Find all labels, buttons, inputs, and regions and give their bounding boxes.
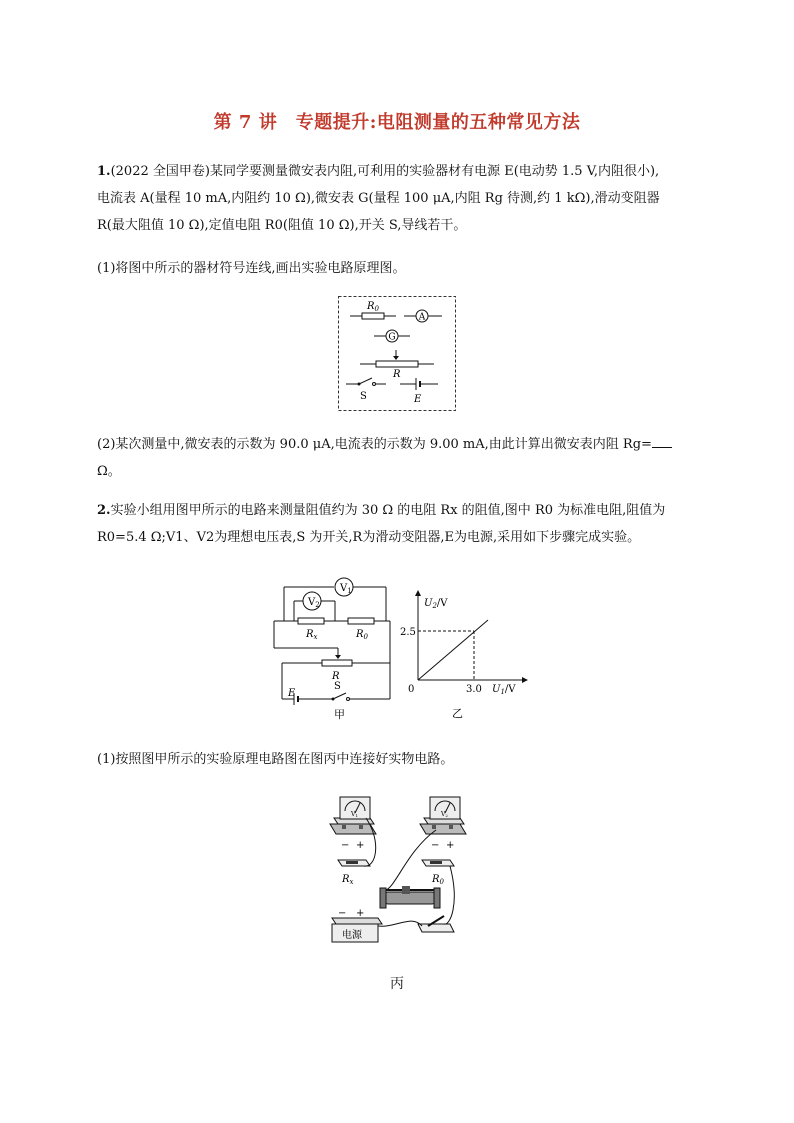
figure-dashed-border: [339, 297, 456, 411]
power-label: 电源: [342, 930, 362, 941]
switch-blade: [359, 378, 372, 384]
r0-label: $R_0$: [356, 629, 368, 641]
slider-arrow: [335, 655, 341, 659]
fig-yi-caption: 乙: [452, 707, 463, 720]
fig-yi-graph: [400, 586, 534, 722]
page-title: 第 7 讲 专题提升:电阻测量的五种常见方法: [213, 112, 581, 133]
switch-label: S: [334, 681, 341, 692]
meter2-terminal-pos: [449, 825, 453, 829]
answer-blank[interactable]: [652, 435, 672, 448]
fig-bing-caption: 丙: [390, 976, 404, 992]
switch-base: [418, 924, 454, 932]
q1-text-line2: 电流表 A(量程 10 mA,内阻约 10 Ω),微安表 G(量程 100 μA,内阻 Rg 待测,约 1 kΩ),滑动变阻器: [97, 191, 660, 206]
x-axis-arrow: [522, 677, 528, 683]
meter1-label: V1: [351, 811, 358, 818]
v2-label: $V_2$: [308, 597, 320, 609]
meter2-minus: −: [431, 840, 440, 851]
q2-text-line1: 实验小组用图甲所示的电路来测量阻值约为 30 Ω 的电阻 Rx 的阻值,图中 R0 为标准电阻,阻值为: [110, 503, 666, 518]
galvanometer-label: G: [388, 332, 396, 343]
q1-part2: [97, 431, 707, 458]
resistor-r0: [348, 618, 374, 624]
data-line: [418, 620, 488, 680]
rheostat-label: R: [393, 369, 401, 380]
fig-jia-caption: 甲: [334, 708, 345, 721]
x-axis-label: $U_1/V$: [492, 684, 516, 696]
switch-blade: [333, 693, 346, 699]
wire-3: [378, 921, 422, 926]
rx-element: [346, 861, 358, 864]
meter2-terminal-neg: [432, 825, 436, 829]
resistor-rx: [298, 618, 324, 624]
v1-label: $V_1$: [340, 583, 352, 595]
rheostat-end-right: [434, 888, 440, 908]
q1-number: 1.: [97, 164, 111, 179]
rx-label: $R_x$: [306, 629, 318, 641]
power-minus: −: [338, 908, 347, 919]
q1-part2-unit: Ω。: [97, 464, 121, 479]
meter1-terminal-neg: [342, 825, 346, 829]
r0-element: [430, 861, 442, 864]
fig-jia-circuit: [274, 575, 424, 721]
battery-label: E: [288, 688, 296, 699]
rheostat-body: [376, 361, 418, 367]
rx-label: $R_x$: [342, 874, 354, 886]
q1-part1: (1)将图中所示的器材符号连线,画出实验电路原理图。: [97, 261, 406, 276]
q2-line1: [97, 497, 707, 524]
meter2-plus: +: [446, 840, 455, 851]
meter1-plus: +: [356, 840, 365, 851]
rheostat-slider-arrow: [393, 356, 399, 360]
battery-label: E: [414, 394, 422, 405]
r0-resistor: [362, 313, 384, 319]
meter2-base: [420, 824, 466, 834]
y-tick-label: 2.5: [400, 627, 416, 638]
meter1-terminal-pos: [359, 825, 363, 829]
r0-label: $R_0$: [432, 874, 444, 886]
meter2-label: V2: [441, 811, 448, 818]
y-axis-label: $U_2/V$: [424, 598, 448, 610]
origin-label: 0: [408, 684, 415, 695]
fig-bing-apparatus: [326, 794, 466, 954]
y-axis-arrow: [415, 590, 421, 596]
rheostat-label: R: [332, 671, 340, 682]
q1-part2-text: (2)某次测量中,微安表的示数为 90.0 μA,电流表的示数为 9.00 mA,由此计算出微安表内阻 Rg=: [97, 437, 652, 452]
switch-label: S: [360, 391, 367, 402]
q1-line1: [97, 158, 707, 185]
q1-text-line1: (2022 全国甲卷)某同学要测量微安表内阻,可利用的实验器材有电源 E(电动势 1.5 V,内阻很小),: [110, 164, 660, 179]
q2-number: 2.: [97, 503, 111, 518]
q1-text-line3: R(最大阻值 10 Ω),定值电阻 R0(阻值 10 Ω),开关 S,导线若干。: [97, 218, 467, 233]
q1-circuit-figure: [338, 296, 456, 412]
ammeter-label: A: [418, 312, 426, 323]
q2-text-line2: R0=5.4 Ω;V1、V2为理想电压表,S 为开关,R为滑动变阻器,E为电源,采用如下步骤完成实验。: [97, 530, 641, 545]
rheostat: [322, 660, 352, 666]
wire-2: [444, 866, 454, 924]
rheostat-slider: [402, 886, 410, 894]
q2-part1: (1)按照图甲所示的实验原理电路图在图丙中连接好实物电路。: [97, 752, 454, 767]
power-plus: +: [356, 908, 365, 919]
meter1-base: [330, 824, 376, 834]
x-tick-label: 3.0: [466, 684, 482, 695]
rheostat-end-left: [380, 888, 386, 908]
r0-label: $R_0$: [367, 301, 379, 313]
meter1-minus: −: [341, 840, 350, 851]
